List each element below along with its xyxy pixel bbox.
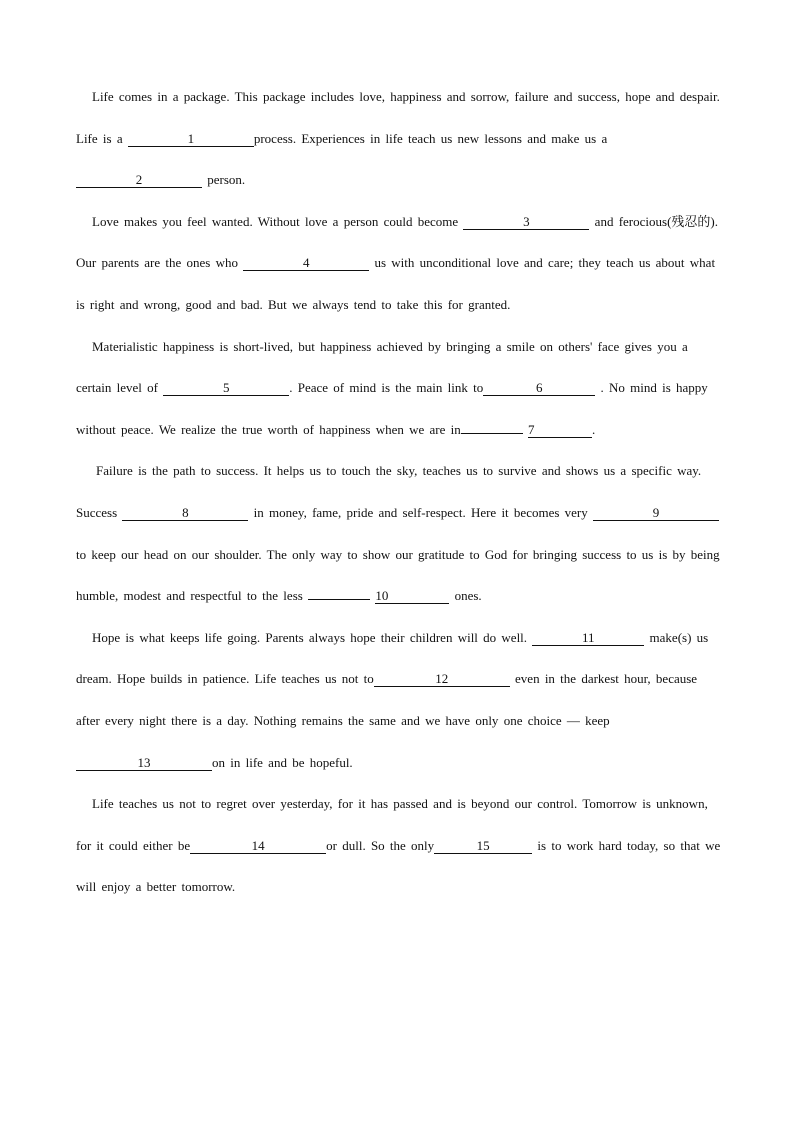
blank-14[interactable] xyxy=(190,839,326,854)
blank-6[interactable] xyxy=(483,381,595,396)
blank-number: 10 xyxy=(375,588,389,604)
blank-number: 2 xyxy=(135,172,143,188)
passage-text: Life teaches us not to regret over yesterday, for it has passed and is beyond our control. xyxy=(92,796,578,812)
blank-8[interactable] xyxy=(122,506,248,521)
blank-11[interactable] xyxy=(532,631,644,646)
blank-15[interactable] xyxy=(434,839,532,854)
passage-text: ferocious(残忍的). Our parents are the ones who xyxy=(76,213,718,271)
paragraph-1 xyxy=(76,76,722,201)
blank-7[interactable] xyxy=(528,423,592,438)
paragraph-5 xyxy=(76,617,722,783)
passage-text: and make us a xyxy=(527,130,608,146)
passage-text: on in life and be hopeful. xyxy=(212,754,353,770)
blank-5[interactable] xyxy=(163,381,289,396)
blank-number: 1 xyxy=(187,130,195,146)
blank-number: 9 xyxy=(652,504,660,520)
passage-text: specific way. Success xyxy=(76,463,702,520)
passage-text: Materialistic happiness is short-lived, but happiness achieved by bringing a smile on others' face xyxy=(92,338,620,354)
cloze-passage xyxy=(76,76,722,908)
passage-text: or dull. So the only xyxy=(326,837,435,853)
passage-text: darkest hour, because after every night there is a day. Nothing remains the same and we have only xyxy=(76,671,698,728)
blank-13[interactable] xyxy=(76,756,212,771)
blank-number: 12 xyxy=(435,671,449,687)
passage-text: God for bringing success to us is by being humble, modest and respectful to the less xyxy=(76,546,720,604)
passage-text: hope and despair. Life is a xyxy=(76,89,720,146)
blank-number: 13 xyxy=(137,754,151,770)
passage-text: Life comes in a package. This package includes love, happiness and sorrow, failure and success, xyxy=(92,89,620,104)
passage-text: and xyxy=(594,213,614,229)
blank-number: 6 xyxy=(535,380,543,396)
paragraph-2 xyxy=(76,201,722,326)
blank-number: 7 xyxy=(528,421,535,437)
passage-text: Love makes you feel wanted. Without love a person could become xyxy=(92,213,459,229)
passage-text: make(s) us dream. Hope builds in patience. Life teaches us not to xyxy=(76,629,709,687)
passage-text: . No mind is happy without peace. We realize the true worth of happiness when we are in xyxy=(76,380,708,437)
passage-text: in money, fame, pride and self-respect. Here it becomes xyxy=(253,504,560,520)
passage-text: Tomorrow is unknown, for it could either be xyxy=(76,796,708,853)
blank-number: 4 xyxy=(302,255,310,271)
blank-3[interactable] xyxy=(463,215,589,230)
passage-text: us with unconditional love xyxy=(374,255,519,271)
passage-text: is to work hard today, so that we will enjoy a better tomorrow. xyxy=(76,837,721,895)
paragraph-6 xyxy=(76,783,722,908)
passage-text: gives you a certain level of xyxy=(76,338,688,396)
passage-text: process. Experiences in life teach us new lessons xyxy=(253,130,522,146)
blank-4[interactable] xyxy=(243,256,369,271)
passage-text: to keep our head on our shoulder. The only way to show our gratitude to xyxy=(76,546,480,562)
blank-number: 14 xyxy=(251,837,265,853)
blank-10[interactable] xyxy=(375,589,449,604)
paragraph-4 xyxy=(76,450,722,616)
blank-1[interactable] xyxy=(128,132,254,147)
passage-text: Failure is the path to success. It helps us to touch the sky, teaches us to survive and shows us a xyxy=(96,463,627,479)
blank-7-part-1[interactable] xyxy=(461,419,523,434)
passage-text: very xyxy=(564,504,588,520)
passage-text: . xyxy=(592,421,596,437)
passage-text: and care; they teach us about what is right and wrong, good and bad. But we always tend to take xyxy=(76,255,716,312)
passage-text: Hope is what keeps life going. Parents always hope their children will do well. xyxy=(92,629,528,645)
passage-text: even in the xyxy=(515,671,577,687)
blank-number: 5 xyxy=(222,380,230,396)
blank-9[interactable] xyxy=(593,506,719,521)
blank-number: 11 xyxy=(582,629,595,645)
blank-10-part-1[interactable] xyxy=(308,585,370,600)
blank-number: 15 xyxy=(476,837,490,853)
blank-2[interactable] xyxy=(76,173,202,188)
paragraph-3 xyxy=(76,326,722,451)
passage-text: person. xyxy=(207,172,246,188)
passage-text: this for granted. xyxy=(423,296,511,312)
passage-text: ones. xyxy=(454,588,482,604)
blank-number: 3 xyxy=(523,213,530,229)
passage-text: . Peace of mind is the main link to xyxy=(289,380,484,396)
blank-12[interactable] xyxy=(374,672,510,687)
passage-text: one choice — keep xyxy=(503,712,610,728)
blank-number: 8 xyxy=(182,504,189,520)
